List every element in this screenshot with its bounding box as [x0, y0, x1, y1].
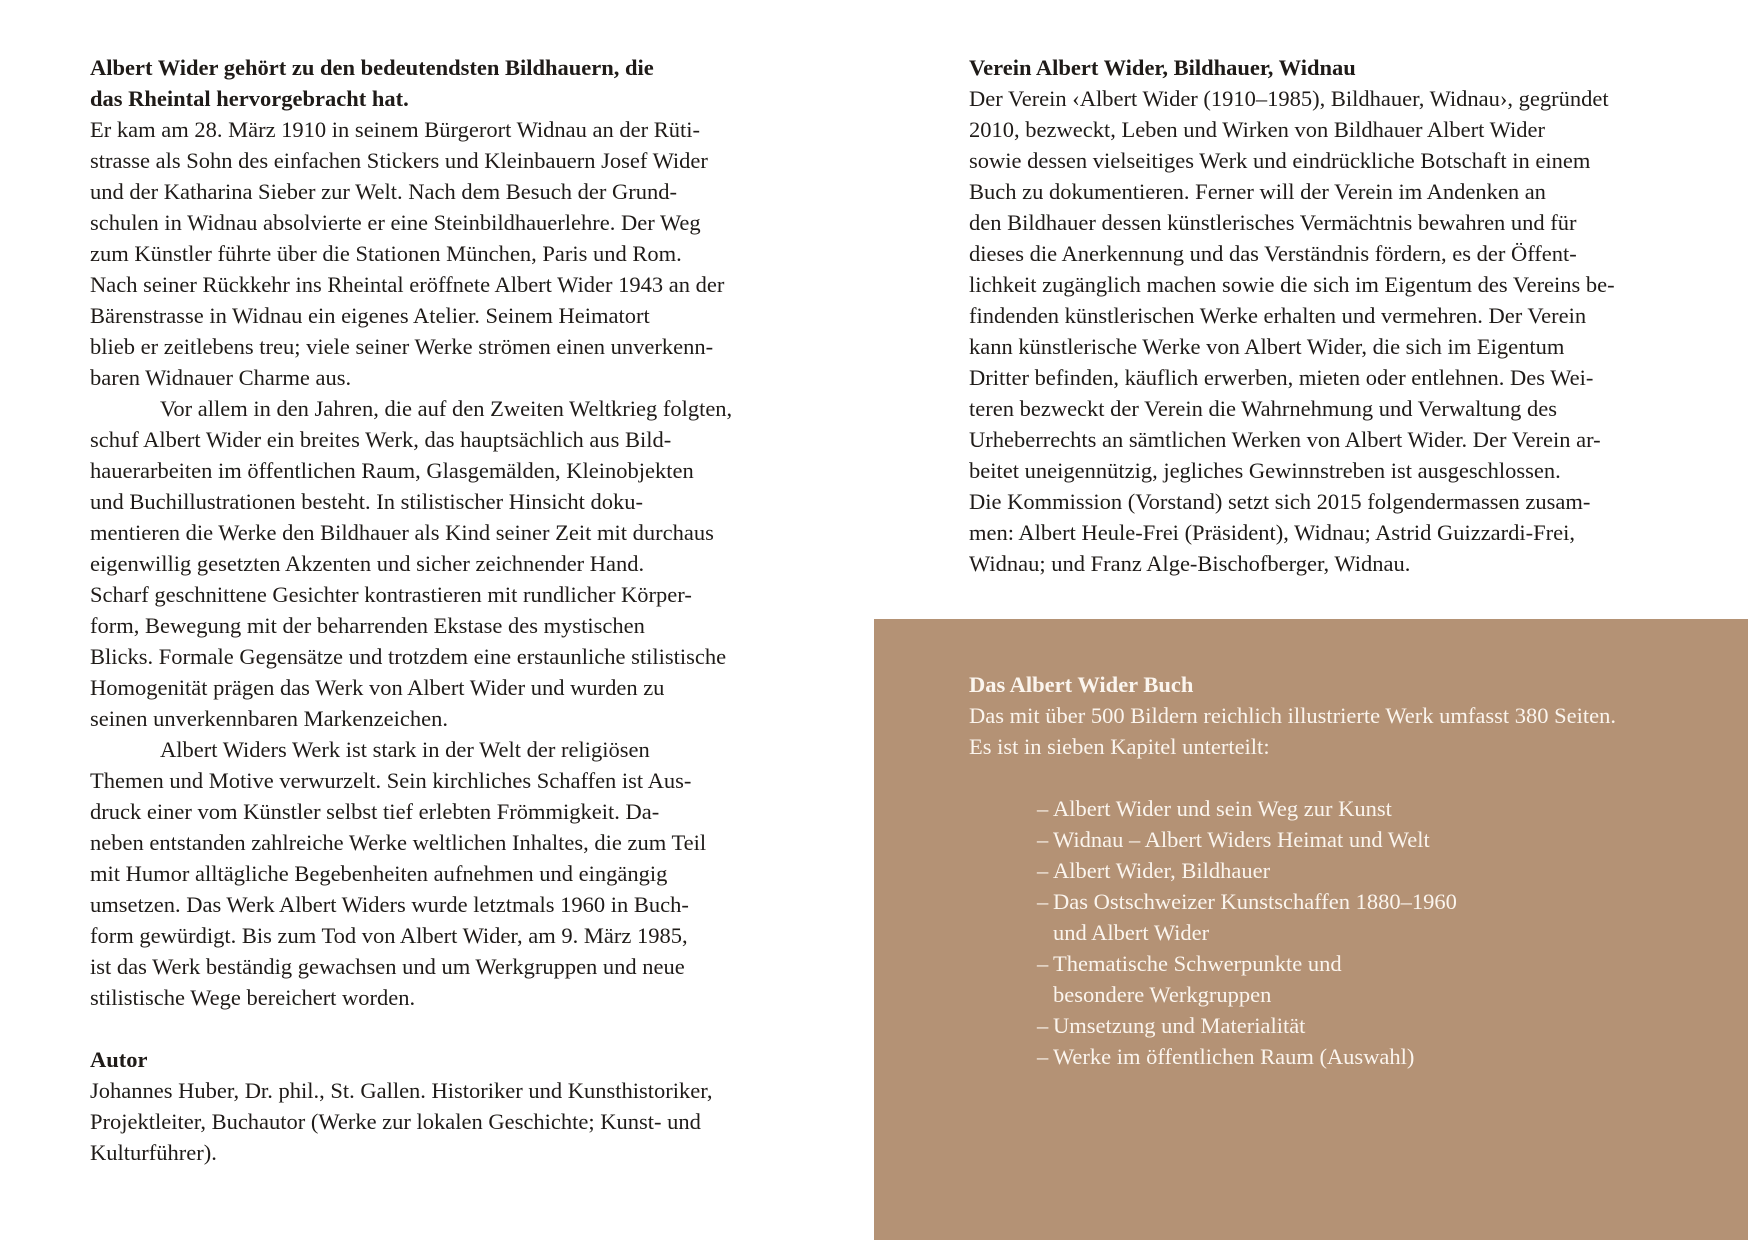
text-line: Albert Widers Werk ist stark in der Welt der religiösen — [160, 737, 650, 762]
chapter-title: Widnau – Albert Widers Heimat und Welt — [1053, 827, 1430, 852]
text-line: mit Humor alltägliche Begebenheiten aufnehmen und eingängig — [90, 861, 668, 886]
text-line: zum Künstler führte über die Stationen München, Paris und Rom. — [90, 241, 682, 266]
dash-bullet-icon: – — [1037, 858, 1049, 883]
text-line: Nach seiner Rückkehr ins Rheintal eröffnete Albert Wider 1943 an der — [90, 272, 725, 297]
text-line: schulen in Widnau absolvierte er eine Steinbildhauerlehre. Der Weg — [90, 210, 701, 235]
chapter-title: Thematische Schwerpunkte und — [1053, 951, 1342, 976]
text-line: Kulturführer). — [90, 1140, 217, 1165]
verein-paragraph — [969, 83, 1669, 579]
right-column — [969, 52, 1669, 579]
text-line: eigenwillig gesetzten Akzenten und sicher zeichnender Hand. — [90, 551, 645, 576]
intro-heading-line: das Rheintal hervorgebracht hat. — [90, 86, 409, 111]
text-line: Homogenität prägen das Werk von Albert Wider und wurden zu — [90, 675, 665, 700]
section-gap — [90, 1013, 790, 1044]
chapter-title-continued: besondere Werkgruppen — [1053, 982, 1272, 1007]
dash-bullet-icon: – — [1037, 827, 1049, 852]
text-line: Widnau; und Franz Alge-Bischofberger, Widnau. — [969, 551, 1411, 576]
text-line: Er kam am 28. März 1910 in seinem Bürgerort Widnau an der Rüti- — [90, 117, 700, 142]
biography-paragraph-3 — [90, 734, 790, 1013]
dash-bullet-icon: – — [1037, 1044, 1049, 1069]
text-line: Themen und Motive verwurzelt. Sein kirchliches Schaffen ist Aus- — [90, 768, 692, 793]
chapter-title-continued: und Albert Wider — [1053, 920, 1210, 945]
chapter-item — [1037, 886, 1709, 948]
left-column — [90, 52, 790, 1168]
text-line: men: Albert Heule-Frei (Präsident), Widnau; Astrid Guizzardi-Frei, — [969, 520, 1576, 545]
text-line: und der Katharina Sieber zur Welt. Nach dem Besuch der Grund- — [90, 179, 677, 204]
text-line: Urheberrechts an sämtlichen Werken von Albert Wider. Der Verein ar- — [969, 427, 1601, 452]
biography-paragraph-1 — [90, 114, 790, 393]
text-line: Das mit über 500 Bildern reichlich illustrierte Werk umfasst 380 Seiten. — [969, 703, 1617, 728]
text-line: seinen unverkennbaren Markenzeichen. — [90, 706, 448, 731]
text-line: sowie dessen vielseitiges Werk und eindrückliche Botschaft in einem — [969, 148, 1591, 173]
text-line: strasse als Sohn des einfachen Stickers und Kleinbauern Josef Wider — [90, 148, 708, 173]
text-line: den Bildhauer dessen künstlerisches Vermächtnis bewahren und für — [969, 210, 1577, 235]
text-line: findenden künstlerischen Werke erhalten und vermehren. Der Verein — [969, 303, 1587, 328]
chapter-item — [1037, 948, 1709, 1010]
intro-heading-line: Albert Wider gehört zu den bedeutendsten Bildhauern, die — [90, 55, 654, 80]
verein-heading: Verein Albert Wider, Bildhauer, Widnau — [969, 55, 1356, 80]
text-line: stilistische Wege bereichert worden. — [90, 985, 416, 1010]
text-line: Blicks. Formale Gegensätze und trotzdem eine erstaunliche stilistische — [90, 644, 727, 669]
author-paragraph — [90, 1075, 790, 1168]
dash-bullet-icon: – — [1037, 951, 1049, 976]
text-line: Bärenstrasse in Widnau ein eigenes Atelier. Seinem Heimatort — [90, 303, 650, 328]
text-line: beitet uneigennützig, jegliches Gewinnstreben ist ausgeschlossen. — [969, 458, 1561, 483]
chapter-title: Werke im öffentlichen Raum (Auswahl) — [1053, 1044, 1415, 1069]
text-line: schuf Albert Wider ein breites Werk, das hauptsächlich aus Bild- — [90, 427, 672, 452]
text-line: lichkeit zugänglich machen sowie die sich im Eigentum des Vereins be- — [969, 272, 1615, 297]
book-info-panel — [874, 619, 1748, 1240]
text-line: Buch zu dokumentieren. Ferner will der Verein im Andenken an — [969, 179, 1546, 204]
text-line: 2010, bezweckt, Leben und Wirken von Bildhauer Albert Wider — [969, 117, 1545, 142]
text-line: form, Bewegung mit der beharrenden Ekstase des mystischen — [90, 613, 645, 638]
text-line: Es ist in sieben Kapitel unterteilt: — [969, 734, 1270, 759]
text-line: und Buchillustrationen besteht. In stilistischer Hinsicht doku- — [90, 489, 644, 514]
text-line: Projektleiter, Buchautor (Werke zur lokalen Geschichte; Kunst- und — [90, 1109, 701, 1134]
chapter-item — [1037, 855, 1709, 886]
biography-paragraph-2 — [90, 393, 790, 734]
chapter-item — [1037, 1041, 1709, 1072]
text-line: Die Kommission (Vorstand) setzt sich 2015 folgendermassen zusam- — [969, 489, 1591, 514]
intro-heading — [90, 52, 790, 114]
chapter-item — [1037, 793, 1709, 824]
text-line: mentieren die Werke den Bildhauer als Kind seiner Zeit mit durchaus — [90, 520, 714, 545]
chapter-title: Albert Wider und sein Weg zur Kunst — [1053, 796, 1392, 821]
text-line: blieb er zeitlebens treu; viele seiner Werke strömen einen unverkenn- — [90, 334, 714, 359]
chapter-list — [969, 793, 1709, 1072]
chapter-title: Das Ostschweizer Kunstschaffen 1880–1960 — [1053, 889, 1457, 914]
chapter-item — [1037, 824, 1709, 855]
text-line: kann künstlerische Werke von Albert Wider, die sich im Eigentum — [969, 334, 1565, 359]
author-heading: Autor — [90, 1047, 148, 1072]
text-line: dieses die Anerkennung und das Verständnis fördern, es der Öffent- — [969, 241, 1577, 266]
text-line: teren bezweckt der Verein die Wahrnehmung und Verwaltung des — [969, 396, 1557, 421]
text-line: Dritter befinden, käuflich erwerben, mieten oder entlehnen. Des Wei- — [969, 365, 1594, 390]
chapter-item — [1037, 1010, 1709, 1041]
text-line: umsetzen. Das Werk Albert Widers wurde letztmals 1960 in Buch- — [90, 892, 689, 917]
text-line: Johannes Huber, Dr. phil., St. Gallen. Historiker und Kunsthistoriker, — [90, 1078, 713, 1103]
book-info-content — [969, 669, 1709, 1072]
chapter-title: Albert Wider, Bildhauer — [1053, 858, 1271, 883]
text-line: Der Verein ‹Albert Wider (1910–1985), Bildhauer, Widnau›, gegründet — [969, 86, 1609, 111]
text-line: form gewürdigt. Bis zum Tod von Albert Wider, am 9. März 1985, — [90, 923, 688, 948]
chapter-title: Umsetzung und Materialität — [1053, 1013, 1306, 1038]
dash-bullet-icon: – — [1037, 1013, 1049, 1038]
text-line: Scharf geschnittene Gesichter kontrastieren mit rundlicher Körper- — [90, 582, 692, 607]
dash-bullet-icon: – — [1037, 889, 1049, 914]
text-line: hauerarbeiten im öffentlichen Raum, Glasgemälden, Kleinobjekten — [90, 458, 694, 483]
dash-bullet-icon: – — [1037, 796, 1049, 821]
text-line: Vor allem in den Jahren, die auf den Zweiten Weltkrieg folgten, — [160, 396, 733, 421]
text-line: neben entstanden zahlreiche Werke weltlichen Inhaltes, die zum Teil — [90, 830, 707, 855]
text-line: druck einer vom Künstler selbst tief erlebten Frömmigkeit. Da- — [90, 799, 660, 824]
text-line: baren Widnauer Charme aus. — [90, 365, 352, 390]
book-heading: Das Albert Wider Buch — [969, 672, 1194, 697]
text-line: ist das Werk beständig gewachsen und um Werkgruppen und neue — [90, 954, 685, 979]
